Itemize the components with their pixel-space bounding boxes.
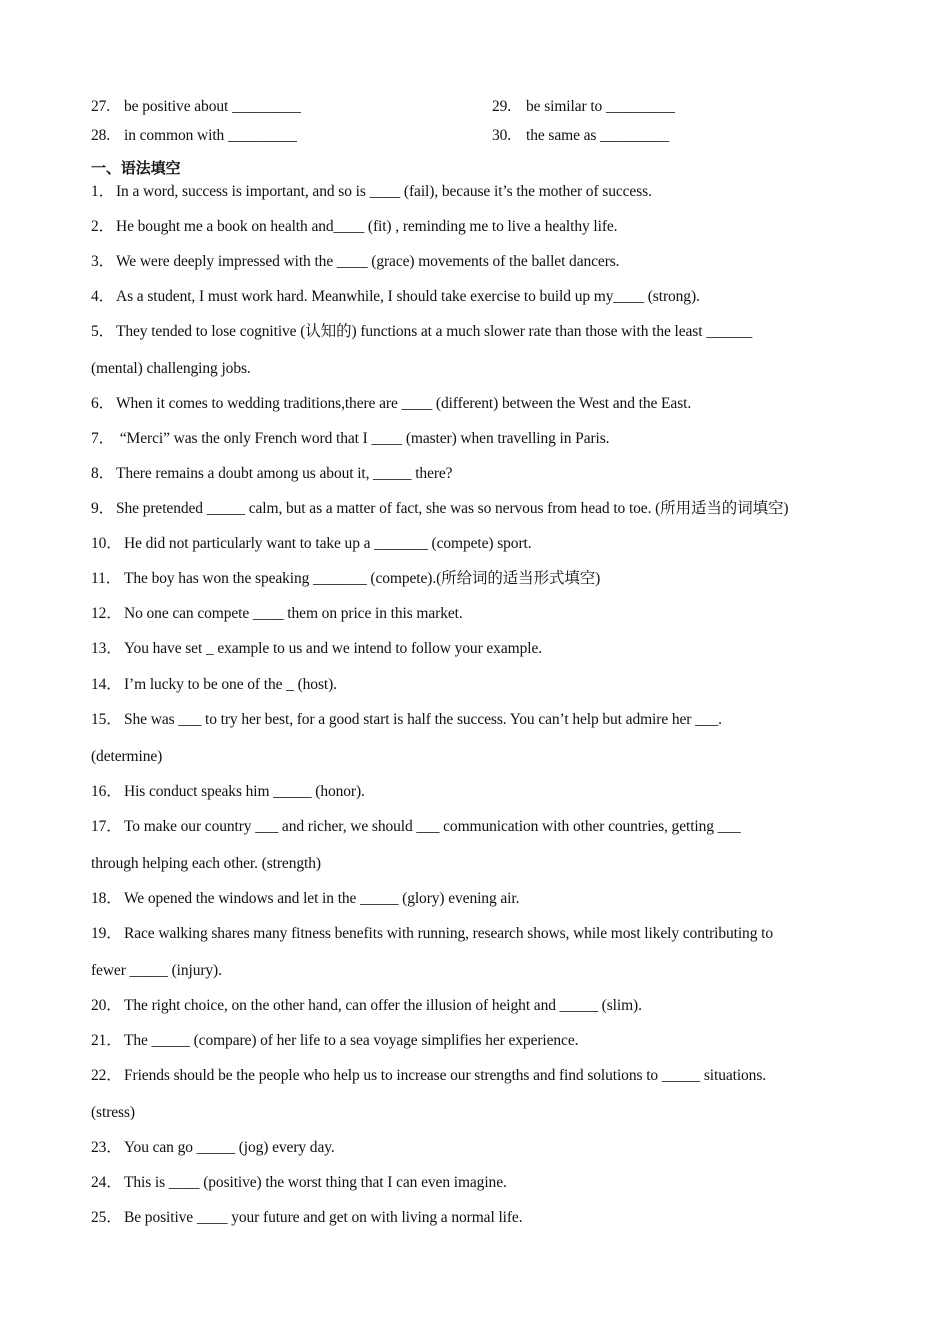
- question-8: [91, 464, 452, 484]
- question-text: The _____ (compare) of her life to a sea voyage simplifies her experience.: [124, 1032, 579, 1049]
- question-number: 10．: [91, 535, 122, 552]
- question-24: [91, 1173, 507, 1193]
- phrase-number: 27.: [91, 98, 111, 115]
- question-text: The right choice, on the other hand, can offer the illusion of height and _____ (slim).: [124, 997, 642, 1014]
- phrase-item-30: [492, 126, 669, 146]
- question-11: [91, 569, 600, 589]
- question-6: [91, 394, 691, 414]
- question-2: [91, 217, 617, 237]
- question-number: 7．: [91, 430, 115, 447]
- question-15: [91, 710, 722, 730]
- question-12: [91, 604, 463, 624]
- question-5: [91, 322, 752, 342]
- question-number: 5．: [91, 323, 115, 340]
- phrase-item-28: [91, 126, 297, 146]
- question-number: 21．: [91, 1032, 122, 1049]
- question-number: 3．: [91, 253, 115, 270]
- question-number: 23．: [91, 1139, 122, 1156]
- question-23: [91, 1138, 335, 1158]
- question-7: [91, 429, 609, 449]
- phrase-number: 29.: [492, 98, 512, 115]
- question-text: Race walking shares many fitness benefits with running, research shows, while most likely contributing to: [124, 925, 773, 942]
- question-number: 11．: [91, 570, 122, 587]
- question-number: 4．: [91, 288, 115, 305]
- question-13: [91, 639, 542, 659]
- question-text: When it comes to wedding traditions,there are ____ (different) between the West and the East.: [116, 395, 692, 412]
- question-22-continuation: (stress): [91, 1104, 135, 1121]
- question-text: You have set _ example to us and we intend to follow your example.: [124, 640, 542, 657]
- question-text: In a word, success is important, and so is ____ (fail), because it’s the mother of success.: [116, 183, 652, 200]
- question-3: [91, 252, 619, 272]
- phrase-text: the same as _________: [526, 127, 669, 144]
- question-text: We were deeply impressed with the ____ (grace) movements of the ballet dancers.: [116, 253, 620, 270]
- phrase-text: be similar to _________: [526, 98, 675, 115]
- question-9: [91, 499, 788, 519]
- question-number: 22．: [91, 1067, 122, 1084]
- question-text: There remains a doubt among us about it, _____ there?: [116, 465, 453, 482]
- question-number: 16．: [91, 783, 122, 800]
- phrase-number: 30.: [492, 127, 512, 144]
- question-text: We opened the windows and let in the _____ (glory) evening air.: [124, 890, 520, 907]
- question-text: He did not particularly want to take up a _______ (compete) sport.: [124, 535, 532, 552]
- question-17-continuation: through helping each other. (strength): [91, 855, 321, 872]
- question-text: She pretended _____ calm, but as a matter of fact, she was so nervous from head to toe. (所用适当的词填空): [116, 500, 789, 517]
- phrase-item-29: [492, 97, 675, 117]
- question-10: [91, 534, 531, 554]
- question-19: [91, 924, 773, 944]
- question-number: 20．: [91, 997, 122, 1014]
- question-text: His conduct speaks him _____ (honor).: [124, 783, 365, 800]
- question-22: [91, 1066, 766, 1086]
- phrase-text: be positive about _________: [124, 98, 301, 115]
- question-text: They tended to lose cognitive (认知的) functions at a much slower rate than those with the least ______: [116, 323, 753, 340]
- phrase-text: in common with _________: [124, 127, 297, 144]
- question-1: [91, 182, 652, 202]
- phrase-item-27: [91, 97, 301, 117]
- question-text: The boy has won the speaking _______ (compete).(所给词的适当形式填空): [124, 570, 601, 587]
- question-text: This is ____ (positive) the worst thing that I can even imagine.: [124, 1174, 507, 1191]
- question-4: [91, 287, 700, 307]
- question-text: I’m lucky to be one of the _ (host).: [124, 676, 337, 693]
- question-number: 15．: [91, 711, 122, 728]
- question-text: She was ___ to try her best, for a good start is half the success. You can’t help but admire her ___.: [124, 711, 722, 728]
- question-text: To make our country ___ and richer, we should ___ communication with other countries, getting ___: [124, 818, 741, 835]
- question-19-continuation: fewer _____ (injury).: [91, 962, 222, 979]
- section-heading: 一、语法填空: [91, 159, 181, 177]
- question-18: [91, 889, 519, 909]
- question-21: [91, 1031, 578, 1051]
- question-16: [91, 782, 365, 802]
- question-number: 8．: [91, 465, 115, 482]
- question-number: 25．: [91, 1209, 122, 1226]
- question-number: 19．: [91, 925, 122, 942]
- question-number: 6．: [91, 395, 115, 412]
- question-14: [91, 675, 337, 695]
- question-number: 12．: [91, 605, 122, 622]
- question-number: 13．: [91, 640, 122, 657]
- question-text: As a student, I must work hard. Meanwhile, I should take exercise to build up my____ (strong).: [116, 288, 700, 305]
- question-text: Friends should be the people who help us to increase our strengths and find solutions to _____ situations.: [124, 1067, 767, 1084]
- question-text: “Merci” was the only French word that I ____ (master) when travelling in Paris.: [116, 430, 610, 447]
- question-number: 2．: [91, 218, 115, 235]
- question-5-continuation: (mental) challenging jobs.: [91, 360, 251, 377]
- question-20: [91, 996, 642, 1016]
- question-25: [91, 1208, 522, 1228]
- question-number: 18．: [91, 890, 122, 907]
- question-text: No one can compete ____ them on price in this market.: [124, 605, 463, 622]
- question-number: 1．: [91, 183, 115, 200]
- question-15-continuation: (determine): [91, 748, 163, 765]
- question-text: He bought me a book on health and____ (fit) , reminding me to live a healthy life.: [116, 218, 618, 235]
- question-number: 24．: [91, 1174, 122, 1191]
- question-17: [91, 817, 741, 837]
- question-text: You can go _____ (jog) every day.: [124, 1139, 335, 1156]
- question-number: 14．: [91, 676, 122, 693]
- question-number: 9．: [91, 500, 115, 517]
- question-text: Be positive ____ your future and get on with living a normal life.: [124, 1209, 523, 1226]
- phrase-number: 28.: [91, 127, 111, 144]
- question-number: 17．: [91, 818, 122, 835]
